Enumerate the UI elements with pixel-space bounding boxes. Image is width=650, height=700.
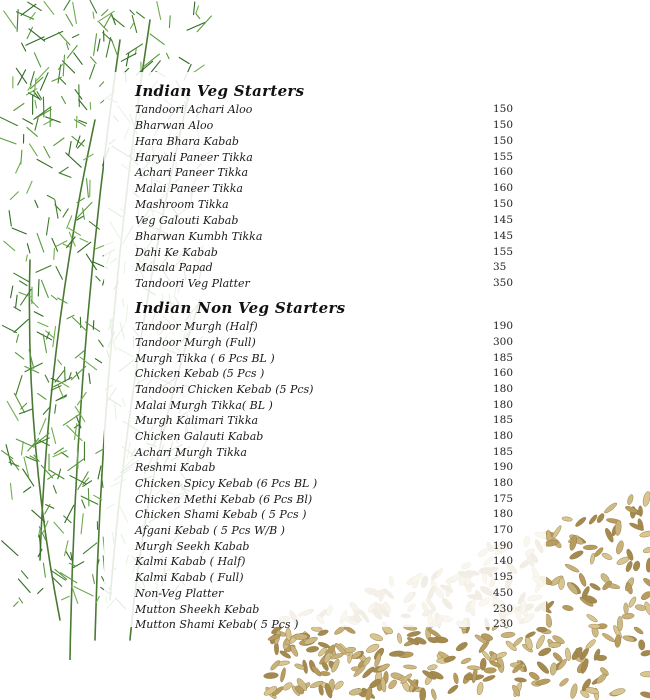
menu-item-price: 190 — [493, 461, 514, 474]
menu-panel — [104, 72, 546, 632]
menu-item-price: 190 — [493, 320, 514, 333]
menu-item-price: 300 — [493, 335, 514, 348]
veg-starters-list — [135, 102, 546, 292]
menu-item-name: Chicken Kebab (5 Pcs ) — [135, 367, 265, 381]
menu-item-row — [135, 260, 546, 276]
menu-item-name: Tandoori Achari Aloo — [135, 103, 253, 116]
menu-item-price: 150 — [493, 198, 514, 211]
menu-item-price: 150 — [493, 103, 514, 115]
section-title-veg-starters: Indian Veg Starters — [135, 82, 305, 100]
menu-item-row — [135, 586, 546, 602]
menu-item-price: 185 — [493, 445, 514, 458]
menu-item-price: 350 — [493, 277, 514, 290]
menu-item-row — [135, 445, 546, 461]
menu-item-name: Tandoor Murgh (Half) — [135, 320, 258, 334]
menu-item-row — [135, 245, 546, 261]
menu-item-price: 230 — [493, 618, 514, 631]
menu-item-name: Reshmi Kabab — [135, 461, 216, 475]
menu-item-name: Malai Paneer Tikka — [135, 182, 243, 196]
menu-item-name: Non-Veg Platter — [135, 586, 224, 600]
menu-item-price: 170 — [493, 524, 514, 537]
menu-item-row — [135, 181, 546, 197]
menu-item-row — [135, 319, 546, 335]
menu-item-name: Chicken Galauti Kabab — [135, 429, 264, 443]
menu-item-name: Bharwan Aloo — [135, 118, 214, 132]
menu-item-row — [135, 460, 546, 476]
menu-item-row — [135, 539, 546, 555]
menu-item-row — [135, 523, 546, 539]
menu-item-row — [135, 429, 546, 445]
menu-item-price: 155 — [493, 150, 514, 163]
menu-item-name: Tandoori Veg Platter — [135, 277, 250, 291]
menu-item-price: 35 — [493, 261, 507, 274]
menu-item-name: Bharwan Kumbh Tikka — [135, 229, 263, 243]
menu-item-price: 190 — [493, 539, 514, 552]
menu-item-row — [135, 382, 546, 398]
menu-item-price: 145 — [493, 229, 514, 242]
menu-item-row — [135, 213, 546, 229]
menu-item-price: 160 — [493, 367, 514, 380]
menu-item-row — [135, 476, 546, 492]
menu-item-row — [135, 570, 546, 586]
menu-item-name: Tandoori Chicken Kebab (5 Pcs) — [135, 382, 314, 396]
menu-item-name: Kalmi Kabab ( Full) — [135, 571, 244, 585]
menu-item-name: Achari Paneer Tikka — [135, 166, 249, 180]
menu-item-row — [135, 602, 546, 618]
menu-item-price: 185 — [493, 351, 514, 364]
menu-item-price: 180 — [493, 382, 514, 395]
menu-item-name: Chicken Methi Kebab (6 Pcs Bl) — [135, 492, 313, 506]
menu-item-name: Haryali Paneer Tikka — [135, 150, 253, 164]
menu-item-name: Murgh Kalimari Tikka — [135, 414, 259, 428]
menu-item-price: 175 — [493, 492, 514, 505]
menu-item-name: Mutton Shami Kebab( 5 Pcs ) — [135, 618, 299, 632]
menu-item-price: 195 — [493, 571, 514, 584]
section-title-non-veg-starters: Indian Non Veg Starters — [135, 299, 346, 318]
menu-item-price: 140 — [493, 555, 514, 568]
menu-item-row — [135, 134, 546, 150]
menu-item-price: 180 — [493, 477, 514, 489]
menu-item-name: Mashroom Tikka — [135, 198, 229, 212]
menu-item-price: 160 — [493, 166, 514, 179]
menu-item-row — [135, 276, 546, 292]
menu-item-row — [135, 118, 546, 134]
menu-item-name: Veg Galouti Kabab — [135, 213, 239, 227]
menu-item-price: 450 — [493, 586, 514, 599]
menu-item-name: Tandoor Murgh (Full) — [135, 335, 256, 349]
menu-item-row — [135, 229, 546, 245]
menu-item-name: Hara Bhara Kabab — [135, 134, 239, 148]
menu-item-row — [135, 150, 546, 166]
menu-item-price: 150 — [493, 118, 514, 131]
menu-item-row — [135, 102, 546, 118]
menu-item-price: 180 — [493, 429, 514, 442]
menu-item-row — [135, 554, 546, 570]
menu-item-price: 145 — [493, 213, 514, 226]
menu-item-row — [135, 398, 546, 414]
menu-item-row — [135, 507, 546, 523]
menu-item-name: Malai Murgh Tikka( BL ) — [135, 398, 273, 412]
menu-item-price: 150 — [493, 134, 514, 147]
menu-item-row — [135, 413, 546, 429]
menu-item-name: Murgh Tikka ( 6 Pcs BL ) — [135, 351, 275, 365]
non-veg-starters-list — [135, 319, 546, 633]
menu-item-row — [135, 165, 546, 181]
menu-item-name: Chicken Spicy Kebab (6 Pcs BL ) — [135, 477, 318, 490]
menu-item-price: 230 — [493, 602, 514, 615]
menu-item-name: Afgani Kebab ( 5 Pcs W/B ) — [135, 524, 285, 538]
menu-item-name: Mutton Sheekh Kebab — [135, 602, 260, 616]
menu-item-name: Kalmi Kabab ( Half) — [135, 555, 246, 569]
menu-item-row — [135, 492, 546, 508]
menu-item-price: 180 — [493, 398, 514, 411]
menu-item-price: 155 — [493, 245, 514, 258]
menu-item-name: Achari Murgh Tikka — [135, 445, 247, 459]
menu-item-price: 160 — [493, 182, 514, 195]
menu-item-price: 180 — [493, 508, 514, 521]
menu-item-row — [135, 617, 546, 633]
menu-item-row — [135, 351, 546, 367]
menu-item-row — [135, 197, 546, 213]
menu-item-name: Chicken Shami Kebab ( 5 Pcs ) — [135, 508, 307, 522]
menu-item-price: 185 — [493, 414, 514, 427]
menu-item-name: Murgh Seekh Kabab — [135, 539, 250, 553]
menu-item-row — [135, 366, 546, 382]
menu-item-name: Masala Papad — [135, 261, 213, 275]
menu-item-row — [135, 335, 546, 351]
menu-item-name: Dahi Ke Kabab — [135, 245, 218, 259]
